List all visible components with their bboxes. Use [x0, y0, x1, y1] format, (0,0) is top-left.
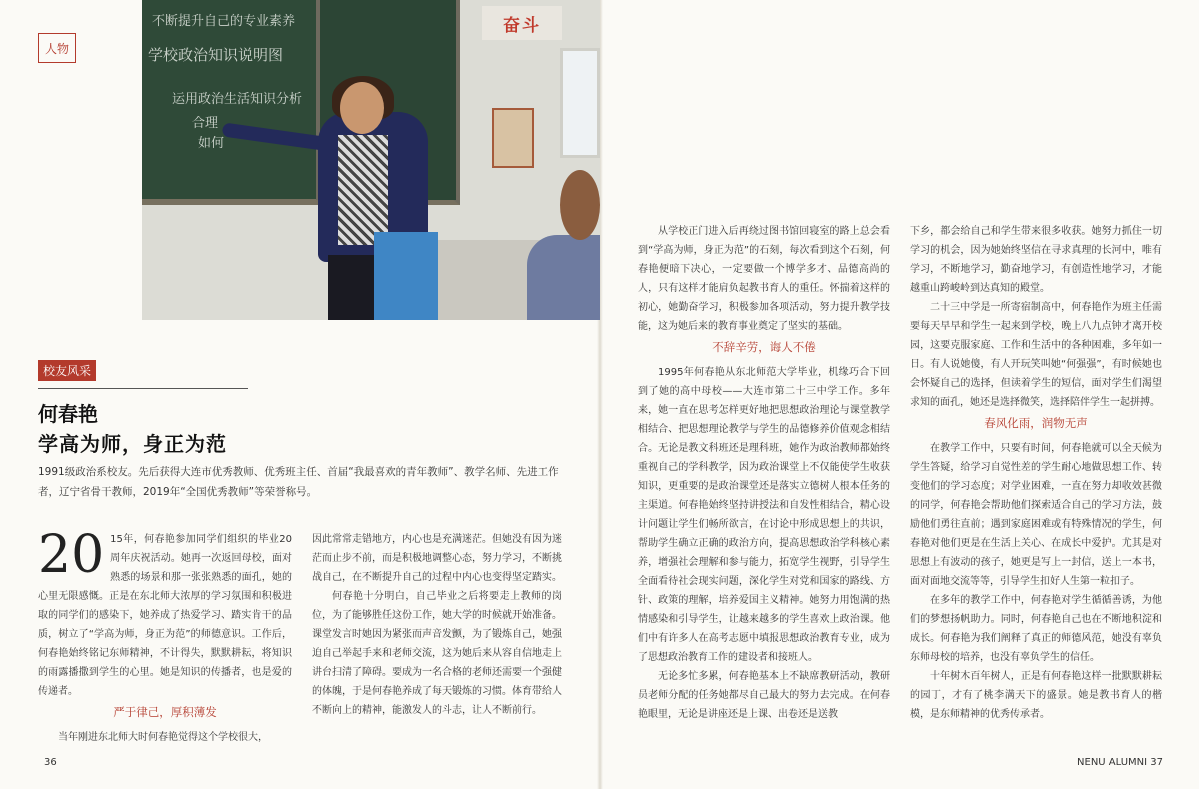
- classroom-photo: [142, 0, 600, 320]
- chalk-line: 合理: [192, 116, 219, 131]
- paragraph: 二十三中学是一所寄宿制高中，何春艳作为班主任需要每天早早和学生一起来到学校，晚上八九点钟才离开校园，这要克服家庭、工作和生活中的各种困难，多年如一日。有人说她傻，有人开玩笑叫她“何强强”，有时候她也会怀疑自己的选择，但读着学生的短信，面对学生们渴望求知的面孔，她还是选择微笑，选择陪伴学生一起拼搏。: [910, 302, 1162, 408]
- section-subhead: 严于律己，厚积薄发: [113, 705, 217, 719]
- person-name: 何春艳: [38, 402, 98, 426]
- paragraph: 无论多忙多累，何春艳基本上不缺席教研活动，教研员老师分配的任务她都尽自己最大的努力去完成。在何春艳眼里，无论是讲座还是上课、出卷还是送教: [638, 671, 890, 720]
- paragraph: 在多年的教学工作中，何春艳对学生循循善诱，为他们的梦想扬帆助力。同时，何春艳自己也在不断地积淀和成长。何春艳为我们阐释了真正的师德风范，她没有辜负东师母校的培养，也没有辜负学生的信任。: [910, 595, 1162, 663]
- paragraph: 下乡，都会给自己和学生带来很多收获。她努力抓住一切学习的机会，因为她始终坚信在寻求真理的长河中，唯有学习，不断地学习，勤奋地学习，有创造性地学习，才能越重山跨峻岭到达真知的殿堂。: [910, 226, 1162, 294]
- column-3: [638, 222, 890, 724]
- paragraph: 当年刚进东北师大时何春艳觉得这个学校很大，: [58, 732, 268, 743]
- article-intro: 1991级政治系校友。先后获得大连市优秀教师、优秀班主任、首届“我最喜欢的青年教师”、教学名师、先进工作者，辽宁省骨干教师，2019年“全国优秀教师”等荣誉称号。: [38, 466, 559, 498]
- photo-window: [560, 48, 600, 158]
- chalk-line: 如何: [198, 136, 225, 151]
- photo-books: [374, 232, 438, 320]
- chalk-line: 学校政治知识说明图: [148, 46, 284, 64]
- drop-cap: 20: [38, 525, 105, 585]
- paragraph: 何春艳十分明白，自己毕业之后将要走上教师的岗位，为了能够胜任这份工作，她大学的时候就开始准备。课堂发言时她因为紧张而声音发颤，为了锻炼自己，她强迫自己举起手来和老师交流，这为她后来从容自信地走上讲台扫清了障碍。要成为一名合格的老师还需要一个强健的体魄，于是何春艳养成了每天锻炼的习惯。体育带给人不断向上的精神，能激发人的斗志，让人不断前行。: [312, 591, 562, 716]
- student-figure: [527, 235, 600, 320]
- column-4: [910, 222, 1162, 724]
- column-2: [312, 530, 562, 720]
- kicker-label: 校友风采: [38, 360, 96, 381]
- paragraph: 1995年何春艳从东北师范大学毕业，机缘巧合下回到了她的高中母校——大连市第二十三中学工作。多年来，她一直在思考怎样更好地把思想政治理论与课堂教学相结合、把思想理论教学与学生的品德修养价值观念相结合。无论是教文科班还是理科班，她作为政治教师都始终重视自己的学科教学，因为政治课堂上不仅能使学生收获知识，更重要的是政治课堂还是落实立德树人根本任务的主渠道。何春艳始终坚持讲授法和自发性相结合，精心设计问题让学生们畅所欲言，在讨论中形成思想上的共识，帮助学生确立正确的政治方向，提高思想政治学科核心素养，增强社会理解和参与能力，拓宽学生视野，引导学生全面看待社会现实问题，深化学生对党和国家的路线、方针、政策的理解，培养爱国主义精神。她努力用饱满的热情感染和引导学生，让越来越多的学生喜欢上政治课。他们中有许多人在高考志愿中填报思想政治教育专业，成为了思想政治教育工作的建设者和接班人。: [638, 367, 890, 663]
- section-subhead: 不辞辛劳，诲人不倦: [712, 340, 816, 354]
- page-number-left: 36: [44, 757, 57, 768]
- paragraph: 因此常常走错地方，内心也是充满迷茫。但她没有因为迷茫而止步不前，而是积极地调整心态，努力学习，不断挑战自己，在不断提升自己的过程中内心也变得坚定踏实。: [312, 534, 562, 583]
- chalk-line: 不断提升自己的专业素养: [152, 14, 296, 29]
- paragraph: 15年，何春艳参加同学们组织的毕业20周年庆祝活动。她再一次返回母校，面对熟悉的场景和那一张张熟悉的面孔，她的心里无限感慨。正是在东北师大浓厚的学习氛围和积极进取的同学们的感染下，她养成了热爱学习、踏实肯干的品质，树立了“学高为师，身正为范”的师德意识。工作后，何春艳始终铭记东师精神，不计得失，默默耕耘，将知识的雨露播撒到学生的心里。她是知识的传播者，也是爱的传递者。: [38, 534, 292, 697]
- paragraph: 在教学工作中，只要有时间，何春艳就可以全天候为学生答疑，给学习自觉性差的学生耐心地做思想工作、转变他们的学习态度；对学业困难，一直在努力却收效甚微的同学，何春艳会帮助他们探索适合自己的学习方法，鼓励他们勇往直前；遇到家庭困难或有特殊情况的学生，何春艳对他们更是在生活上关心、在成长中爱护。尤其是对思想上有波动的孩子，她更是写上一封信，送上一本书，面对面地交流等等，引导学生扣好人生第一粒扣子。: [910, 443, 1162, 587]
- page-footer-right: NENU ALUMNI 37: [1077, 757, 1163, 768]
- section-tag: 人物: [38, 33, 76, 63]
- chalk-line: 运用政治生活知识分析: [172, 92, 303, 107]
- teacher-shirt: [338, 135, 388, 245]
- teacher-head: [340, 82, 384, 134]
- kicker-rule: [38, 388, 248, 389]
- article-headline: 学高为师，身正为范: [38, 432, 227, 456]
- column-1: [38, 525, 292, 747]
- section-subhead: 春风化雨，润物无声: [984, 416, 1088, 430]
- wall-banner: 奋斗: [482, 6, 562, 40]
- paragraph: 从学校正门进入后再绕过图书馆回寝室的路上总会看到“学高为师，身正为范”的石刻，每次看到这个石刻，何春艳便暗下决心，一定要做一个博学多才、品德高尚的人，只有这样才能肩负起教书育人的重任。怀揣着这样的初心，她勤奋学习，积极参加各项活动，努力提升教学技能，这为她后来的教育事业奠定了坚实的基础。: [638, 226, 890, 332]
- paragraph: 十年树木百年树人，正是有何春艳这样一批默默耕耘的园丁，才有了桃李满天下的盛景。她是教书育人的楷模，是东师精神的优秀传承者。: [910, 671, 1162, 720]
- wall-poster: [492, 108, 534, 168]
- student-head: [560, 170, 600, 240]
